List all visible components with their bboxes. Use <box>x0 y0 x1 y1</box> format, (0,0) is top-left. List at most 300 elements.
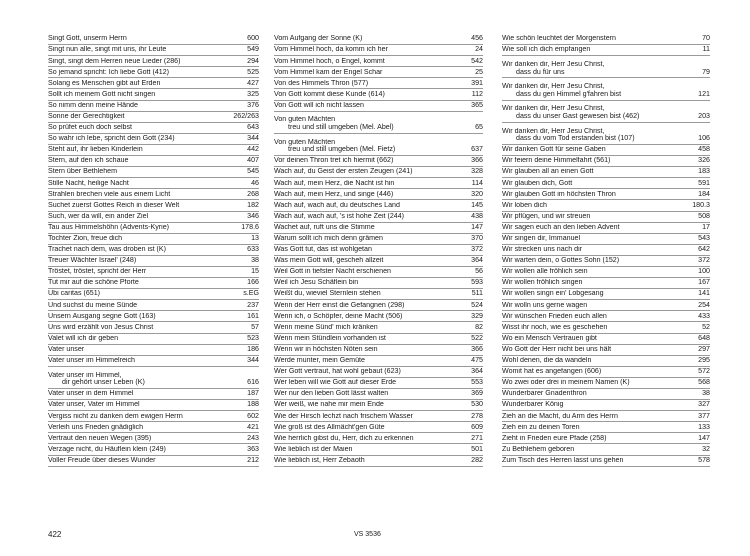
entry-hymn-number: 344 <box>247 356 259 365</box>
entry-title-line: Stern, auf den ich schaue <box>48 157 129 165</box>
entry-title <box>502 313 695 322</box>
index-entry <box>274 189 483 200</box>
entry-hymn-number: 391 <box>471 78 483 87</box>
entry-title-line: Wo ein Mensch Vertrauen gibt <box>502 334 597 342</box>
entry-hymn-number: 648 <box>698 333 710 342</box>
index-entry <box>274 212 483 223</box>
entry-hymn-number: 501 <box>471 444 483 453</box>
index-column-right <box>502 34 710 467</box>
entry-title-line: Wenn der Herr einst die Gefangnen (298) <box>274 301 405 309</box>
entry-title <box>502 457 695 466</box>
entry-hymn-number: 438 <box>471 211 483 220</box>
entry-title <box>274 180 469 189</box>
index-entry <box>48 134 259 145</box>
entry-title <box>274 157 468 166</box>
index-entry <box>48 200 259 211</box>
entry-title-line: Tochter Zion, freue dich <box>48 235 123 242</box>
entry-hymn-number: 243 <box>247 433 259 442</box>
entry-title <box>48 80 244 89</box>
entry-title-line: Vater unser im Himmelreich <box>48 357 135 365</box>
entry-title-line: Wer weiß, wie nahe mir mein Ende <box>274 401 384 409</box>
entry-title-line: Wunderbarer König <box>502 401 564 409</box>
entry-title <box>274 268 472 277</box>
index-entry <box>48 156 259 167</box>
entry-title-line: Steht auf, ihr lieben Kinderlein <box>48 146 143 154</box>
entry-hymn-number: 568 <box>698 378 710 387</box>
index-entry <box>502 78 710 100</box>
entry-hymn-number: 609 <box>471 422 483 431</box>
entry-hymn-number: 121 <box>698 89 710 98</box>
entry-title <box>48 435 244 444</box>
entry-title-line: Wer leben will wie Gott auf dieser Erde <box>274 379 397 387</box>
entry-title-continuation: treu und still umgeben (Mel. Fietz) <box>288 145 396 154</box>
entry-title <box>502 35 699 44</box>
entry-title-line: Wer Gott vertraut, hat wohl gebaut (623) <box>274 368 401 376</box>
index-entry <box>274 134 483 156</box>
entry-title-line: Vom Himmel kam der Engel Schar <box>274 68 383 76</box>
entry-title <box>502 83 695 99</box>
entry-title-line: Wir danken dir, Herr Jesu Christ, <box>502 83 605 91</box>
entry-hymn-number: 642 <box>698 245 710 254</box>
index-entry <box>502 356 710 367</box>
entry-title <box>48 324 248 333</box>
entry-title <box>274 116 472 132</box>
entry-hymn-number: 346 <box>247 211 259 220</box>
index-entry <box>48 400 259 411</box>
entry-hymn-number: 25 <box>475 67 483 76</box>
entry-title <box>274 368 468 377</box>
entry-title <box>274 202 468 211</box>
entry-hymn-number: 578 <box>698 455 710 464</box>
entry-title <box>48 357 244 366</box>
entry-title-line: Vater unser in dem Himmel <box>48 390 134 398</box>
entry-title <box>48 69 244 78</box>
index-entry <box>274 433 483 444</box>
entry-title-line: Weil Gott in tiefster Nacht erschienen <box>274 268 391 276</box>
entry-title-line: Womit hat es angefangen (606) <box>502 368 602 376</box>
index-entry <box>274 101 483 112</box>
entry-hymn-number: 407 <box>247 156 259 165</box>
index-entry <box>274 367 483 378</box>
entry-title <box>502 128 695 144</box>
entry-title <box>48 146 244 155</box>
entry-title-line: Ubi caritas (651) <box>48 290 101 298</box>
entry-hymn-number: 329 <box>471 311 483 320</box>
entry-title-line: Von Gott will ich nicht lassen <box>274 101 364 109</box>
entry-hymn-number: 180.3 <box>692 200 710 209</box>
index-entry <box>502 223 710 234</box>
entry-title-line: Wo Gott der Herr nicht bei uns hält <box>502 345 612 353</box>
entry-hymn-number: 602 <box>247 411 259 420</box>
index-entry <box>274 256 483 267</box>
entry-title <box>48 91 244 100</box>
entry-hymn-number: 13 <box>251 234 259 242</box>
entry-hymn-number: 141 <box>698 289 710 298</box>
entry-hymn-number: 475 <box>471 356 483 365</box>
index-entry <box>274 267 483 278</box>
entry-title <box>274 446 468 455</box>
entry-title <box>274 313 468 322</box>
entry-title <box>274 302 468 311</box>
entry-title <box>502 202 689 211</box>
index-entry <box>48 145 259 156</box>
entry-hymn-number: 525 <box>247 67 259 76</box>
entry-title-continuation: dass du gen Himmel g'fahren bist <box>516 89 622 98</box>
entry-hymn-number: 100 <box>698 267 710 276</box>
entry-hymn-number: 370 <box>471 234 483 242</box>
index-entry <box>502 345 710 356</box>
entry-title <box>274 290 469 299</box>
entry-title-line: Tau aus Himmelshöhn (Advents-Kyrie) <box>48 223 170 231</box>
entry-hymn-number: 372 <box>698 256 710 265</box>
index-entry <box>48 67 259 78</box>
entry-title <box>274 224 468 233</box>
entry-title-line: Wir sagen euch an den lieben Advent <box>502 223 620 231</box>
entry-title-line: Wir pflügen, und wir streuen <box>502 212 591 220</box>
entry-title-line: Vater unser, Vater im Himmel <box>48 401 140 409</box>
index-entry <box>274 78 483 89</box>
entry-hymn-number: 161 <box>247 311 259 320</box>
entry-title-line: Zieh ein zu deinen Toren <box>502 423 580 431</box>
entry-hymn-number: 254 <box>698 300 710 309</box>
entry-hymn-number: 297 <box>698 344 710 353</box>
index-entry <box>48 167 259 178</box>
entry-hymn-number: 553 <box>471 378 483 387</box>
index-entry <box>48 45 259 56</box>
entry-title-line: Vater unser im Himmel, <box>48 371 122 379</box>
entry-title-line: Zieh an die Macht, du Arm des Herrn <box>502 412 618 420</box>
entry-hymn-number: 523 <box>247 333 259 342</box>
entry-title <box>48 157 244 166</box>
index-entry <box>502 34 710 45</box>
index-entry <box>502 278 710 289</box>
index-entry <box>48 422 259 433</box>
entry-title <box>502 290 695 299</box>
index-entry <box>48 389 259 400</box>
entry-hymn-number: 145 <box>471 200 483 209</box>
entry-title <box>274 139 468 155</box>
index-entry <box>274 223 483 234</box>
index-entry <box>274 334 483 345</box>
index-entry <box>502 422 710 433</box>
index-entry <box>274 456 483 467</box>
entry-hymn-number: 133 <box>698 422 710 431</box>
entry-hymn-number: 183 <box>698 167 710 176</box>
entry-hymn-number: 65 <box>475 123 483 132</box>
entry-hymn-number: 24 <box>475 45 483 54</box>
entry-title-line: Wir wollen singn ein' Lobgesang <box>502 290 604 298</box>
entry-title <box>274 69 472 78</box>
entry-hymn-number: 376 <box>247 100 259 109</box>
index-entry <box>48 300 259 311</box>
index-entry <box>502 101 710 123</box>
entry-title-line: Singt Gott, unserm Herrn <box>48 35 127 43</box>
entry-hymn-number: 421 <box>247 422 259 431</box>
index-entry <box>274 89 483 100</box>
entry-title <box>48 372 244 388</box>
entry-title-line: Wach auf, du Geist der ersten Zeugen (241) <box>274 168 413 176</box>
entry-title-line: Wenn ich, o Schöpfer, deine Macht (506) <box>274 312 403 320</box>
index-entry <box>502 156 710 167</box>
entry-hymn-number: 344 <box>247 134 259 143</box>
entry-hymn-number: 106 <box>698 134 710 143</box>
index-entry <box>274 56 483 67</box>
index-entry <box>48 123 259 134</box>
entry-title <box>48 413 244 422</box>
entry-title <box>274 401 468 410</box>
entry-title <box>502 390 699 399</box>
entry-title <box>48 235 248 244</box>
entry-title <box>502 279 695 288</box>
entry-title <box>48 35 244 44</box>
index-entry <box>48 112 259 123</box>
entry-hymn-number: 320 <box>471 189 483 198</box>
index-entry <box>48 34 259 45</box>
entry-hymn-number: 15 <box>251 267 259 276</box>
entry-title <box>502 357 695 366</box>
entry-hymn-number: 372 <box>471 245 483 254</box>
entry-title-line: Valet will ich dir geben <box>48 334 119 342</box>
index-entry <box>502 212 710 223</box>
index-entry <box>48 234 259 245</box>
entry-title-line: Zu Bethlehem geboren <box>502 445 575 453</box>
index-entry <box>502 289 710 300</box>
entry-title-line: Von guten Mächten <box>274 116 336 124</box>
entry-title-line: Und suchst du meine Sünde <box>48 301 138 309</box>
entry-title <box>48 113 230 122</box>
entry-hymn-number: 508 <box>698 211 710 220</box>
entry-title <box>502 324 699 333</box>
entry-title <box>48 313 244 322</box>
entry-hymn-number: 542 <box>471 56 483 65</box>
entry-hymn-number: 633 <box>247 245 259 254</box>
index-entry <box>274 289 483 300</box>
entry-title <box>502 268 695 277</box>
entry-title-line: Voller Freude über dieses Wunder <box>48 456 156 464</box>
entry-title-line: Wir loben dich <box>502 201 547 209</box>
entry-title-line: Wir wünschen Frieden euch allen <box>502 312 607 320</box>
entry-title <box>274 246 468 255</box>
entry-hymn-number: 271 <box>471 433 483 442</box>
entry-hymn-number: 70 <box>702 34 710 43</box>
entry-title <box>274 80 468 89</box>
entry-title <box>502 168 695 177</box>
entry-title <box>274 191 468 200</box>
index-entry <box>48 456 259 467</box>
entry-hymn-number: 327 <box>698 400 710 409</box>
entry-title-line: Wie der Hirsch lechzt nach frischem Wasser <box>274 412 413 420</box>
entry-title-line: Wenn mein Stündlein vorhanden ist <box>274 334 386 342</box>
index-entry <box>48 101 259 112</box>
entry-title-line: Zieht in Frieden eure Pfade (258) <box>502 434 607 442</box>
entry-title-line: Trachet nach dem, was droben ist (K) <box>48 246 167 254</box>
entry-title <box>502 180 695 189</box>
index-entry <box>274 245 483 256</box>
entry-hymn-number: 325 <box>247 89 259 98</box>
index-entry <box>274 300 483 311</box>
entry-title <box>274 46 472 55</box>
index-entry <box>502 123 710 145</box>
index-entry <box>502 334 710 345</box>
entry-title-line: Wie schön leuchtet der Morgenstern <box>502 35 616 43</box>
entry-title-line: Wunderbarer Gnadenthron <box>502 390 587 398</box>
entry-hymn-number: 326 <box>698 156 710 165</box>
entry-title-line: Wo zwei oder drei in meinem Namen (K) <box>502 379 630 387</box>
index-entry <box>48 411 259 422</box>
entry-hymn-number: 184 <box>698 189 710 198</box>
entry-title <box>274 279 468 288</box>
entry-title <box>48 446 244 455</box>
entry-title-line: Wach auf, mein Herz, die Nacht ist hin <box>274 179 395 187</box>
index-entry <box>274 34 483 45</box>
index-entry <box>274 234 483 245</box>
entry-title-line: Wach auf, wach auf, 's ist hohe Zeit (244) <box>274 212 405 220</box>
index-entry <box>274 378 483 389</box>
index-entry <box>502 367 710 378</box>
entry-title <box>502 368 695 377</box>
index-entry <box>502 45 710 56</box>
entry-hymn-number: 166 <box>247 278 259 287</box>
entry-title-line: Wie lieblich ist der Maien <box>274 445 353 453</box>
entry-hymn-number: 530 <box>471 400 483 409</box>
entry-title-continuation: dass du für uns <box>516 67 565 76</box>
entry-title <box>48 135 244 144</box>
entry-title <box>48 401 244 410</box>
entry-hymn-number: 57 <box>251 322 259 331</box>
page-number: 422 <box>48 530 62 539</box>
entry-hymn-number: 278 <box>471 411 483 420</box>
entry-title-line: So nimm denn meine Hände <box>48 101 138 109</box>
entry-title <box>502 401 695 410</box>
index-entry <box>48 178 259 189</box>
entry-title-line: Verleih uns Frieden gnädiglich <box>48 423 144 431</box>
index-entry <box>48 345 259 356</box>
entry-title <box>48 279 244 288</box>
entry-hymn-number: 295 <box>698 356 710 365</box>
index-entry <box>48 322 259 333</box>
entry-title <box>274 457 468 466</box>
entry-title <box>274 335 468 344</box>
entry-title <box>48 213 244 222</box>
entry-title-line: Unsern Ausgang segne Gott (163) <box>48 312 156 320</box>
entry-title <box>48 335 244 344</box>
index-entry <box>274 345 483 356</box>
entry-hymn-number: 112 <box>471 89 483 98</box>
entry-title-line: Wir danken dir, Herr Jesu Christ, <box>502 105 605 113</box>
index-entry <box>48 256 259 267</box>
entry-title-line: Sonne der Gerechtigkeit <box>48 112 125 120</box>
entry-hymn-number: 522 <box>471 333 483 342</box>
entry-title <box>48 224 238 233</box>
entry-title <box>48 290 240 299</box>
index-entry <box>502 444 710 455</box>
index-entry <box>48 433 259 444</box>
entry-title <box>48 202 244 211</box>
index-entry <box>274 156 483 167</box>
entry-hymn-number: 593 <box>471 278 483 287</box>
entry-hymn-number: 365 <box>471 100 483 109</box>
index-entry <box>502 433 710 444</box>
entry-title <box>48 46 244 55</box>
entry-hymn-number: 38 <box>702 389 710 398</box>
entry-title <box>502 224 699 233</box>
entry-title-line: Wir danken dir, Herr Jesu Christ, <box>502 61 605 68</box>
entry-hymn-number: 56 <box>475 267 483 276</box>
entry-hymn-number: 364 <box>471 367 483 376</box>
index-entry <box>274 200 483 211</box>
entry-title <box>502 46 700 55</box>
entry-title-line: So prüfet euch doch selbst <box>48 124 132 132</box>
entry-title-line: Stille Nacht, heilige Nacht <box>48 179 129 187</box>
entry-title-line: Vertraut den neuen Wegen (395) <box>48 434 152 442</box>
entry-title-line: Was Gott tut, das ist wohlgetan <box>274 246 372 254</box>
index-entry <box>274 278 483 289</box>
entry-hymn-number: 282 <box>471 455 483 464</box>
entry-hymn-number: 178.6 <box>241 222 259 231</box>
entry-title-line: Wenn meine Sünd' mich kränken <box>274 323 378 331</box>
index-entry <box>274 167 483 178</box>
entry-hymn-number: 364 <box>471 256 483 265</box>
entry-title <box>502 105 695 121</box>
entry-hymn-number: 456 <box>471 34 483 43</box>
index-entry <box>502 167 710 178</box>
index-entry <box>48 444 259 455</box>
entry-title-line: Werde munter, mein Gemüte <box>274 357 365 365</box>
entry-title-line: Vor deinen Thron tret ich hiermit (662) <box>274 157 394 165</box>
entry-hymn-number: s.EG <box>243 289 259 298</box>
entry-hymn-number: 637 <box>471 145 483 154</box>
entry-title-line: Wir danken Gott für seine Gaben <box>502 146 606 154</box>
entry-hymn-number: 377 <box>698 411 710 420</box>
entry-title <box>274 257 468 266</box>
index-entry <box>502 245 710 256</box>
entry-title-line: Wir glauben dich, Gott <box>502 179 573 187</box>
index-entry <box>48 367 259 389</box>
entry-title-line: So jemand spricht: Ich liebe Gott (412) <box>48 68 170 76</box>
entry-title-line: Wach auf, wach auf, du deutsches Land <box>274 201 400 209</box>
entry-hymn-number: 366 <box>471 156 483 165</box>
entry-title <box>502 379 695 388</box>
entry-title-line: Sollt ich meinem Gott nicht singen <box>48 90 156 98</box>
entry-title <box>48 168 244 177</box>
entry-hymn-number: 600 <box>247 34 259 43</box>
entry-title <box>48 390 244 399</box>
index-entry <box>274 444 483 455</box>
index-entry <box>502 378 710 389</box>
entry-title <box>48 180 248 189</box>
entry-hymn-number: 524 <box>471 300 483 309</box>
entry-title-continuation: dir gehört unser Leben (K) <box>62 378 145 387</box>
index-entry <box>502 456 710 467</box>
entry-title <box>274 424 468 433</box>
entry-title-line: Wir wollen alle fröhlich sein <box>502 268 588 276</box>
entry-hymn-number: 543 <box>698 234 710 242</box>
entry-title <box>48 124 244 133</box>
entry-title-line: Wachet auf, ruft uns die Stimme <box>274 223 375 231</box>
entry-title-line: Wie groß ist des Allmächt'gen Güte <box>274 423 385 431</box>
index-entry <box>502 389 710 400</box>
entry-hymn-number: 186 <box>247 344 259 353</box>
entry-hymn-number: 268 <box>247 189 259 198</box>
entry-title-line: Such, wer da will, ein ander Ziel <box>48 212 149 220</box>
entry-title-line: Warum sollt ich mich denn grämen <box>274 235 383 242</box>
entry-hymn-number: 591 <box>698 178 710 187</box>
entry-hymn-number: 616 <box>247 378 259 387</box>
entry-hymn-number: 212 <box>247 455 259 464</box>
entry-title-continuation: treu und still umgeben (Mel. Abel) <box>288 123 394 132</box>
entry-title-line: Vater unser <box>48 345 85 353</box>
entry-title-line: Vom Aufgang der Sonne (K) <box>274 35 363 43</box>
